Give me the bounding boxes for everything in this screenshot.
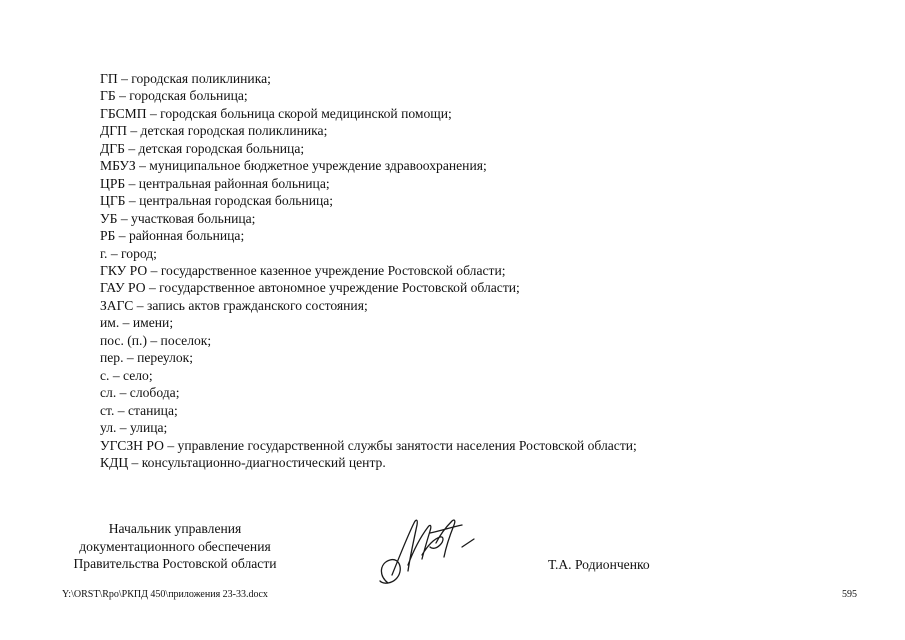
abbreviation-item: им. – имени; — [100, 315, 174, 331]
abbreviation-list — [100, 70, 820, 471]
abbreviation-item: сл. – слобода; — [100, 385, 180, 401]
abbreviation-item: ЦРБ – центральная районная больница; — [100, 175, 330, 191]
footer-file-path: Y:\ORST\Rpo\РКПД 450\приложения 23-33.docx — [62, 589, 268, 600]
abbreviation-item: ЗАГС – запись актов гражданского состояния; — [100, 297, 368, 313]
abbreviation-item: УГСЗН РО – управление государственной службы занятости населения Ростовской области; — [100, 437, 637, 453]
abbreviation-item: КДЦ – консультационно-диагностический центр. — [100, 454, 386, 470]
abbreviation-item: с. – село; — [100, 367, 153, 383]
abbreviation-item: ДГБ – детская городская больница; — [100, 140, 305, 156]
abbreviation-item: ЦГБ – центральная городская больница; — [100, 193, 334, 209]
abbreviation-item: МБУЗ – муниципальное бюджетное учреждение здравоохранения; — [100, 158, 487, 174]
abbreviation-item: ст. – станица; — [100, 402, 178, 418]
abbreviation-item: ГБСМП – городская больница скорой медицинской помощи; — [100, 105, 452, 121]
signer-name: Т.А. Родионченко — [548, 557, 650, 572]
abbreviation-item: ГБ – городская больница; — [100, 88, 248, 104]
abbreviation-item: ГКУ РО – государственное казенное учреждение Ростовской области; — [100, 262, 506, 278]
abbreviation-item: г. – город; — [100, 245, 157, 261]
signer-position-line: Начальник управления — [108, 521, 242, 536]
abbreviation-item: ул. – улица; — [100, 420, 168, 436]
abbreviation-item: ГП – городская поликлиника; — [100, 71, 271, 86]
abbreviation-item: РБ – районная больница; — [100, 228, 245, 244]
signer-position-line: Правительства Ростовской области — [73, 556, 277, 571]
abbreviation-item: ГАУ РО – государственное автономное учреждение Ростовской области; — [100, 280, 520, 296]
abbreviation-item: УБ – участковая больница; — [100, 210, 256, 226]
signer-position — [55, 520, 295, 573]
handwritten-signature — [370, 505, 490, 595]
abbreviation-item: пос. (п.) – поселок; — [100, 332, 212, 348]
signer-position-line: документационного обеспечения — [79, 538, 271, 554]
abbreviation-item: ДГП – детская городская поликлиника; — [100, 123, 328, 139]
abbreviation-item: пер. – переулок; — [100, 350, 194, 366]
page-number: 595 — [842, 589, 857, 600]
